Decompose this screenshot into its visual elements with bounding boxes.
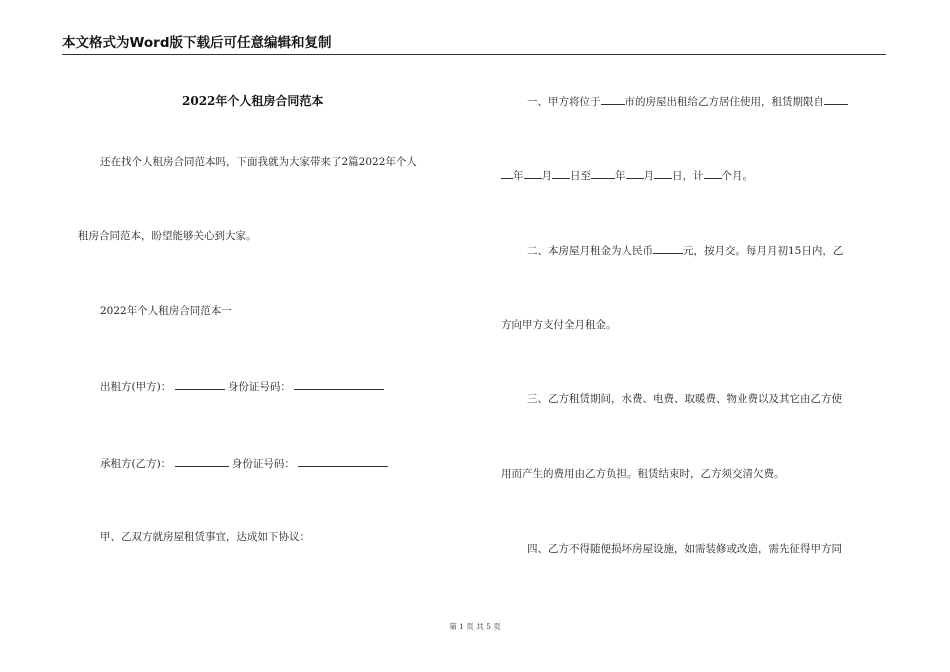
- right-column: [475, 0, 950, 672]
- lessor-id-blank[interactable]: [294, 378, 384, 390]
- header-banner-text: 本文格式为Word版下载后可任意编辑和复制: [62, 35, 332, 51]
- end-month-blank[interactable]: [626, 167, 644, 179]
- start-month-blank[interactable]: [524, 167, 542, 179]
- start-year-blank[interactable]: [824, 93, 848, 105]
- clause-1-text-b: 市的房屋出租给乙方居住使用，租赁期限自: [624, 96, 824, 108]
- rent-amount-blank[interactable]: [653, 242, 683, 254]
- clause-2-text-a: 二、本房屋月租金为人民币: [527, 245, 653, 257]
- clause-1-year-1: 年: [513, 170, 524, 182]
- document-title: 2022年个人租房合同范本: [182, 94, 324, 108]
- clause-3-line-2: 用而产生的费用由乙方负担。租赁结束时，乙方须交清欠费。: [501, 468, 785, 480]
- lessee-line: [100, 455, 388, 471]
- clause-1-line-2: [501, 167, 753, 183]
- lessee-label: 承租方(乙方)：: [100, 458, 172, 470]
- clause-1-line-1: [527, 93, 848, 109]
- clause-2-line-2: 方向甲方支付全月租金。: [501, 319, 617, 331]
- clause-1-day-2: 日，计: [672, 170, 704, 182]
- intro-line-1: 还在找个人租房合同范本吗，下面我就为大家带来了2篇2022年个人: [100, 156, 417, 168]
- clause-1-month-1: 月: [541, 170, 552, 182]
- end-year-blank[interactable]: [591, 167, 615, 179]
- section-title: 2022年个人租房合同范本一: [100, 305, 232, 317]
- clause-2-line-1: [527, 242, 843, 258]
- lessee-name-blank[interactable]: [175, 455, 229, 467]
- clause-4-line-1: 四、乙方不得随便损坏房屋设施，如需装修或改造，需先征得甲方同: [527, 543, 842, 555]
- months-count-blank[interactable]: [704, 167, 722, 179]
- start-year-blank-cont[interactable]: [501, 167, 513, 179]
- end-day-blank[interactable]: [654, 167, 672, 179]
- clause-3-line-1: 三、乙方租赁期间，水费、电费、取暖费、物业费以及其它由乙方使: [527, 393, 842, 405]
- clause-1-month-2: 月: [643, 170, 654, 182]
- city-blank[interactable]: [601, 93, 625, 105]
- clause-1-text-a: 一、甲方将位于: [527, 96, 601, 108]
- lessee-id-label: 身份证号码：: [231, 458, 295, 470]
- intro-line-2: 租房合同范本，盼望能够关心到大家。: [78, 230, 257, 242]
- lessee-id-blank[interactable]: [298, 455, 388, 467]
- lessor-id-label: 身份证号码：: [227, 381, 291, 393]
- page-number: 第 1 页 共 5 页: [449, 622, 501, 631]
- lessor-label: 出租方(甲方)：: [100, 381, 172, 393]
- clause-1-day-1: 日至: [570, 170, 591, 182]
- start-day-blank[interactable]: [552, 167, 570, 179]
- clause-1-year-2: 年: [615, 170, 626, 182]
- lessor-line: [100, 378, 384, 394]
- clause-1-end: 个月。: [721, 170, 753, 182]
- clause-2-text-b: 元，按月交。每月月初15日内，乙: [683, 245, 844, 257]
- agreement-line: 甲、乙双方就房屋租赁事宜，达成如下协议：: [100, 531, 310, 543]
- lessor-name-blank[interactable]: [175, 378, 225, 390]
